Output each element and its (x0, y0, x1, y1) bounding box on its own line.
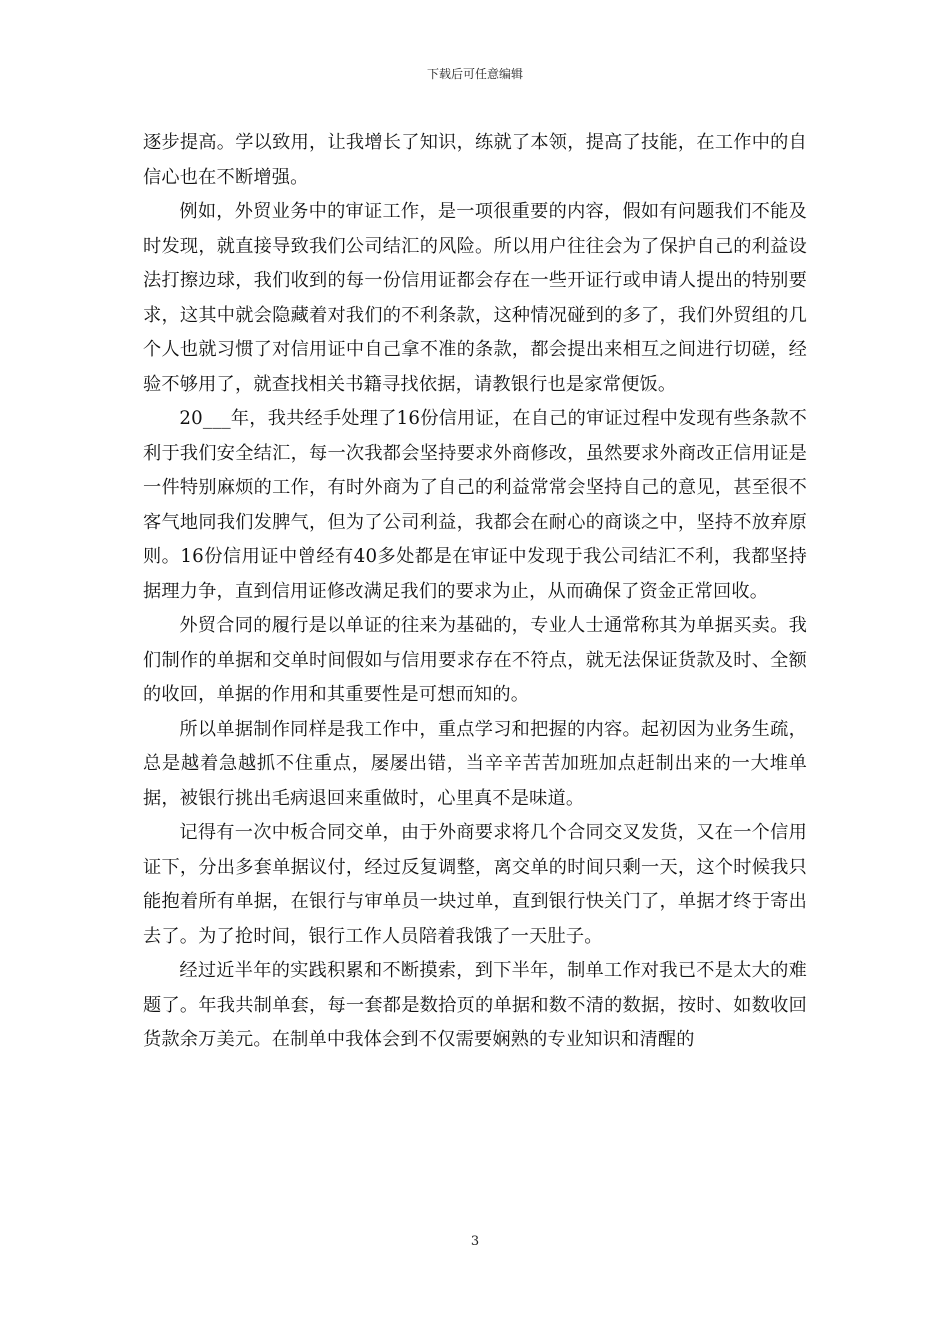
paragraph: 例如，外贸业务中的审证工作，是一项很重要的内容，假如有问题我们不能及时发现，就直接导致我们公司结汇的风险。所以用户往往会为了保护自己的利益设法打擦边球，我们收到的每一份信用证都会存在一些开证行或申请人提出的特别要求，这其中就会隐藏着对我们的不利条款，这种情况碰到的多了，我们外贸组的几个人也就习惯了对信用证中自己拿不准的条款，都会提出来相互之间进行切磋，经验不够用了，就查找相关书籍寻找依据，请教银行也是家常便饭。 (143, 201, 807, 395)
paragraph: 记得有一次中板合同交单，由于外商要求将几个合同交叉发货，又在一个信用证下，分出多套单据议付，经过反复调整，离交单的时间只剩一天，这个时候我只能抱着所有单据，在银行与审单员一块过单，直到银行快关门了，单据才终于寄出去了。为了抢时间，银行工作人员陪着我饿了一天肚子。 (143, 822, 807, 947)
paragraph: 外贸合同的履行是以单证的往来为基础的，专业人士通常称其为单据买卖。我们制作的单据和交单时间假如与信用要求存在不符点，就无法保证货款及时、全额的收回，单据的作用和其重要性是可想而知的。 (143, 615, 807, 705)
paragraph: 所以单据制作同样是我工作中，重点学习和把握的内容。起初因为业务生疏，总是越着急越抓不住重点，屡屡出错，当辛辛苦苦加班加点赶制出来的一大堆单据，被银行挑出毛病退回来重做时，心里真不是味道。 (143, 718, 807, 809)
page-number: 3 (470, 1234, 480, 1249)
paragraph: 20___年，我共经手处理了16份信用证，在自己的审证过程中发现有些条款不利于我们安全结汇，每一次我都会坚持要求外商修改，虽然要求外商改正信用证是一件特别麻烦的工作，有时外商为了自己的利益常常会坚持自己的意见，甚至很不客气地同我们发脾气，但为了公司利益，我都会在耐心的商谈之中，坚持不放弃原则。16份信用证中曾经有40多处都是在审证中发现于我公司结汇不利，我都坚持据理力争，直到信用证修改满足我们的要求为止，从而确保了资金正常回收。 (143, 408, 807, 602)
document-body (143, 126, 807, 1058)
paragraph: 经过近半年的实践积累和不断摸索，到下半年，制单工作对我已不是太大的难题了。年我共制单套，每一套都是数拾页的单据和数不清的数据，按时、如数收回货款余万美元。在制单中我体会到不仅需要娴熟的专业知识和清醒的 (143, 960, 807, 1050)
paragraph: 逐步提高。学以致用，让我增长了知识，练就了本领，提高了技能，在工作中的自信心也在不断增强。 (143, 132, 807, 188)
page-header: 下载后可任意编辑 (426, 67, 523, 81)
